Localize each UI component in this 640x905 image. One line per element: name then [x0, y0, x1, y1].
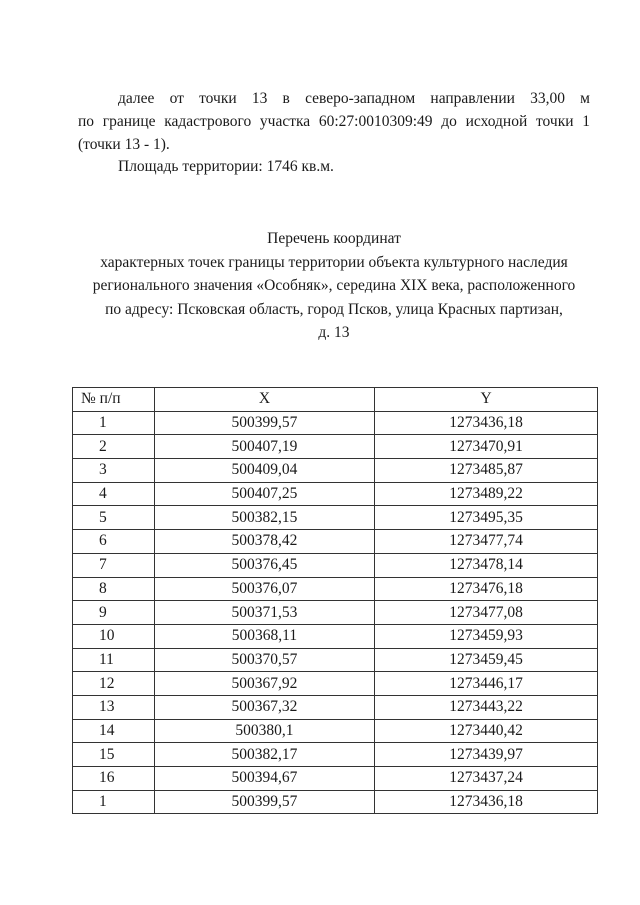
y-coordinate: 1273470,91 [375, 435, 598, 459]
x-coordinate: 500394,67 [154, 767, 374, 791]
table-row [73, 506, 598, 530]
point-number: 16 [73, 767, 155, 791]
y-coordinate: 1273476,18 [375, 577, 598, 601]
x-coordinate: 500371,53 [154, 601, 374, 625]
y-coordinate: 1273436,18 [375, 790, 598, 814]
point-number: 13 [73, 695, 155, 719]
table-row [73, 530, 598, 554]
x-coordinate: 500380,1 [154, 719, 374, 743]
y-coordinate: 1273495,35 [375, 506, 598, 530]
point-number: 3 [73, 459, 155, 483]
table-row [73, 601, 598, 625]
area-paragraph: Площадь территории: 1746 кв.м. [118, 158, 334, 175]
y-coordinate: 1273485,87 [375, 459, 598, 483]
heading-line: регионального значения «Особняк», середина XIX века, расположенного [92, 277, 576, 294]
table-row [73, 695, 598, 719]
point-number: 1 [73, 411, 155, 435]
x-coordinate: 500368,11 [154, 624, 374, 648]
point-number: 5 [73, 506, 155, 530]
y-coordinate: 1273443,22 [375, 695, 598, 719]
table-row [73, 648, 598, 672]
table-row [73, 624, 598, 648]
paragraph-first-line: далее от точки 13 в северо-западном направлении 33,00 м [118, 90, 590, 107]
table-row [73, 767, 598, 791]
x-coordinate: 500376,45 [154, 553, 374, 577]
y-coordinate: 1273436,18 [375, 411, 598, 435]
y-coordinate: 1273459,45 [375, 648, 598, 672]
point-number: 6 [73, 530, 155, 554]
y-coordinate: 1273489,22 [375, 482, 598, 506]
x-coordinate: 500367,32 [154, 695, 374, 719]
table-row [73, 435, 598, 459]
x-coordinate: 500376,07 [154, 577, 374, 601]
x-coordinate: 500382,15 [154, 506, 374, 530]
coordinates-heading [60, 227, 608, 345]
table-row [73, 719, 598, 743]
y-coordinate: 1273477,08 [375, 601, 598, 625]
point-number: 4 [73, 482, 155, 506]
y-coordinate: 1273477,74 [375, 530, 598, 554]
table-row [73, 411, 598, 435]
heading-line: характерных точек границы территории объекта культурного наследия [100, 253, 568, 271]
heading-title: Перечень координат [267, 230, 401, 247]
y-coordinate: 1273446,17 [375, 672, 598, 696]
x-coordinate: 500382,17 [154, 743, 374, 767]
point-number: 14 [73, 719, 155, 743]
table-row [73, 790, 598, 814]
heading-line: по адресу: Псковская область, город Псков, улица Красных партизан, [105, 300, 563, 318]
x-coordinate: 500407,19 [154, 435, 374, 459]
point-number: 11 [73, 648, 155, 672]
table-header-row [73, 388, 598, 412]
coordinates-table [72, 387, 598, 814]
point-number: 8 [73, 577, 155, 601]
point-number: 9 [73, 601, 155, 625]
y-coordinate: 1273439,97 [375, 743, 598, 767]
point-number: 15 [73, 743, 155, 767]
x-coordinate: 500378,42 [154, 530, 374, 554]
x-coordinate: 500370,57 [154, 648, 374, 672]
x-coordinate: 500399,57 [154, 790, 374, 814]
y-coordinate: 1273440,42 [375, 719, 598, 743]
table-row [73, 553, 598, 577]
table-row [73, 672, 598, 696]
point-number: 7 [73, 553, 155, 577]
column-header-y: Y [375, 388, 598, 412]
x-coordinate: 500409,04 [154, 459, 374, 483]
y-coordinate: 1273459,93 [375, 624, 598, 648]
table-row [73, 743, 598, 767]
y-coordinate: 1273437,24 [375, 767, 598, 791]
paragraph-continuation: по границе кадастрового участка 60:27:0010309:49 до исходной точки 1 (точки 13 - 1). [78, 113, 590, 153]
table-row [73, 459, 598, 483]
column-header-number: № п/п [73, 388, 155, 412]
table-row [73, 482, 598, 506]
point-number: 1 [73, 790, 155, 814]
y-coordinate: 1273478,14 [375, 553, 598, 577]
column-header-x: X [154, 388, 374, 412]
boundary-description-paragraph [78, 87, 590, 156]
x-coordinate: 500399,57 [154, 411, 374, 435]
heading-line: д. 13 [318, 324, 350, 341]
point-number: 12 [73, 672, 155, 696]
x-coordinate: 500407,25 [154, 482, 374, 506]
point-number: 2 [73, 435, 155, 459]
point-number: 10 [73, 624, 155, 648]
x-coordinate: 500367,92 [154, 672, 374, 696]
table-row [73, 577, 598, 601]
